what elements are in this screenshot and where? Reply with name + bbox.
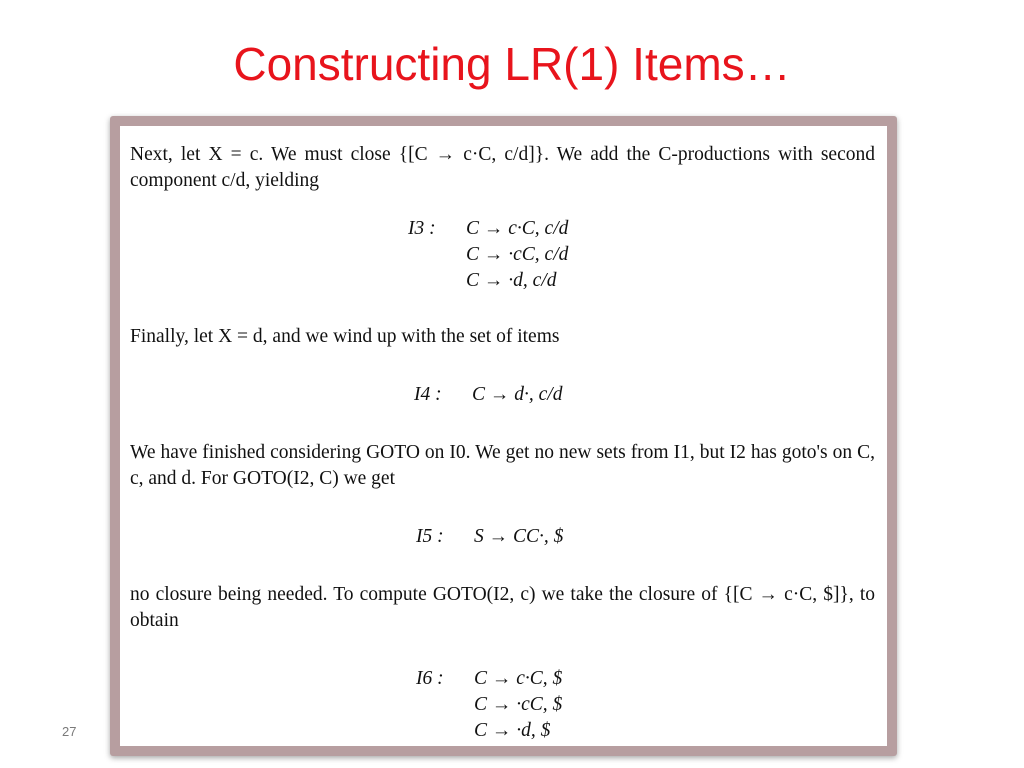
slide-title: Constructing LR(1) Items…	[233, 38, 791, 90]
paragraph-3: We have finished considering GOTO on I0. We get no new sets from I1, but I2 has goto's on C, c, and d. For GOTO(I2, C) we get	[130, 442, 875, 489]
item-set-name: I6 :	[416, 668, 444, 689]
item-row: C → c·C, c/d	[466, 218, 569, 239]
item-row: C → ·cC, c/d	[466, 244, 569, 265]
item-row: S → CC·, $	[474, 526, 564, 547]
item-row: C → ·d, c/d	[466, 270, 557, 291]
item-set-name: I5 :	[416, 526, 444, 547]
item-row: C → ·d, $	[474, 720, 551, 741]
item-set-name: I3 :	[408, 218, 436, 239]
paragraph-4: no closure being needed. To compute GOTO(I2, c) we take the closure of {[C → c·C, $]}, to obtain	[130, 584, 875, 631]
paragraph-1: Next, let X = c. We must close {[C → c·C, c/d]}. We add the C-productions with second component c/d, yielding	[130, 144, 875, 191]
item-row: C → d·, c/d	[472, 384, 563, 405]
slide-page-number: 27	[62, 724, 77, 739]
paragraph-2: Finally, let X = d, and we wind up with the set of items	[130, 326, 560, 347]
item-row: C → c·C, $	[474, 668, 563, 689]
item-row: C → ·cC, $	[474, 694, 563, 715]
document-frame	[110, 116, 897, 756]
item-set-name: I4 :	[414, 384, 442, 405]
textbook-excerpt	[120, 126, 887, 746]
